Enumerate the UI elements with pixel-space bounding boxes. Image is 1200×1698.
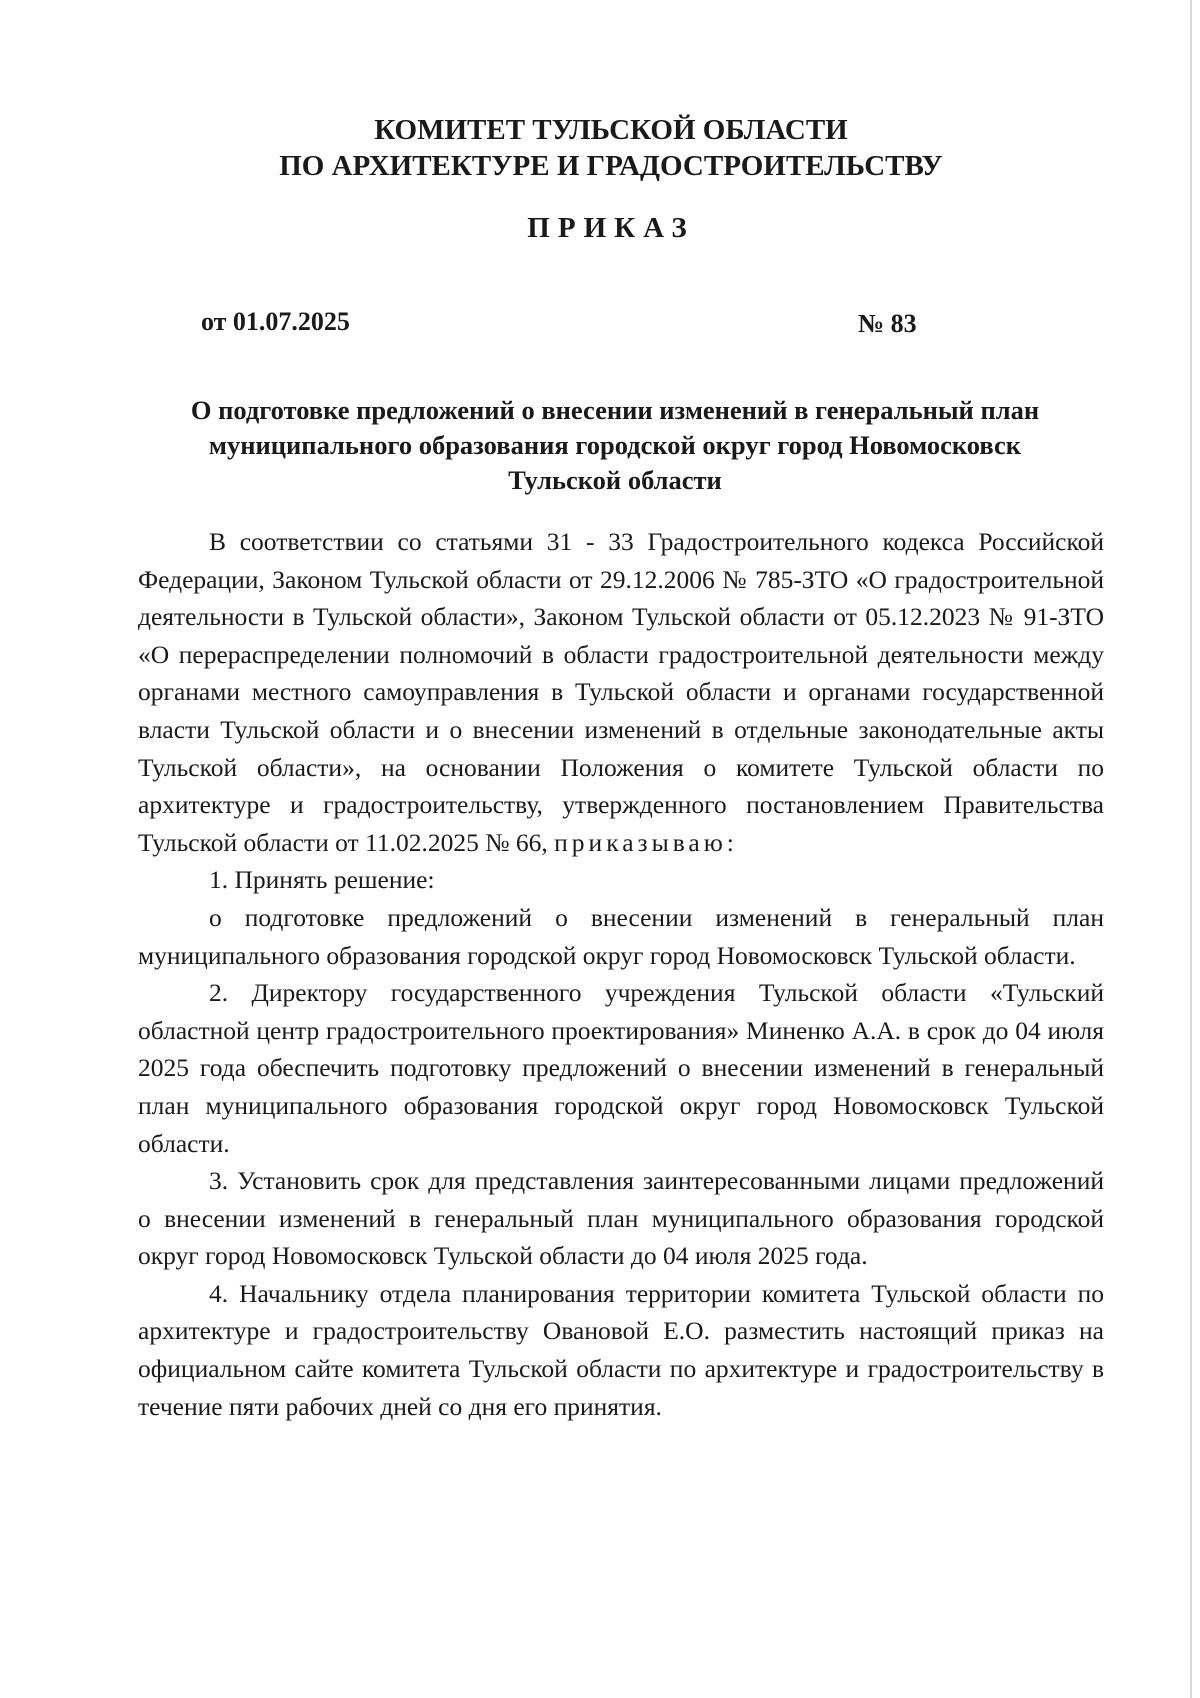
order-body — [138, 523, 1104, 1425]
organization-header — [0, 112, 1200, 184]
order-item-1-decision: о подготовке предложений о внесении изменений в генеральный план муниципального образования городской округ город Новомосковск Тульской области. — [138, 902, 1104, 970]
preamble-text: В соответствии со статьями 31 - 33 Градостроительного кодекса Российской Федерации, Законом Тульской области от 29.12.2006 № 785-ЗТО «О градостроительной деятельности в Тульской области», Законом Тульской области от 05.12.2023 № 91-ЗТО «О перераспределении полномочий в области градостроительной деятельности между органами местного самоуправления в Тульской области и органами государственной власти Тульской области и о внесении изменений в отдельные законодательные акты Тульской области», на основании Положения о комитете Тульской области по архитектуре и градостроительству, утвержденного постановлением Правительства Тульской области от 11.02.2025 № 66, — [138, 527, 1104, 857]
organization-name-line2: ПО АРХИТЕКТУРЕ И ГРАДОСТРОИТЕЛЬСТВУ — [279, 150, 943, 182]
order-title: ПРИКАЗ — [527, 212, 695, 244]
order-number: № 83 — [858, 309, 917, 338]
preamble-paragraph — [138, 523, 1104, 861]
preamble-verb: приказываю: — [554, 827, 738, 857]
order-subject: О подготовке предложений о внесении изменений в генеральный план муниципального образования городской округ город Новомосковск Тульской области — [190, 395, 1040, 495]
order-item-1: 1. Принять решение: — [209, 865, 435, 895]
order-item-4: 4. Начальнику отдела планирования территории комитета Тульской области по архитектуре и градостроительству Овановой Е.О. разместить настоящий приказ на официальном сайте комитета Тульской области по архитектуре и градостроительству в течение пяти рабочих дней со дня его принятия. — [138, 1278, 1104, 1421]
scan-edge-line — [1190, 0, 1192, 1698]
order-item-3: 3. Установить срок для представления заинтересованными лицами предложений о внесении изменений в генеральный план муниципального образования городской округ город Новомосковск Тульской области до 04 июля 2025 года. — [138, 1166, 1104, 1271]
order-item-2: 2. Директору государственного учреждения Тульской области «Тульский областной центр градостроительного проектирования» Миненко А.А. в срок до 04 июля 2025 года обеспечить подготовку предложений о внесении изменений в генеральный план муниципального образования городской округ город Новомосковск Тульской области. — [138, 978, 1104, 1158]
order-date: от 01.07.2025 — [201, 307, 350, 336]
organization-name-line1: КОМИТЕТ ТУЛЬСКОЙ ОБЛАСТИ — [374, 114, 848, 146]
